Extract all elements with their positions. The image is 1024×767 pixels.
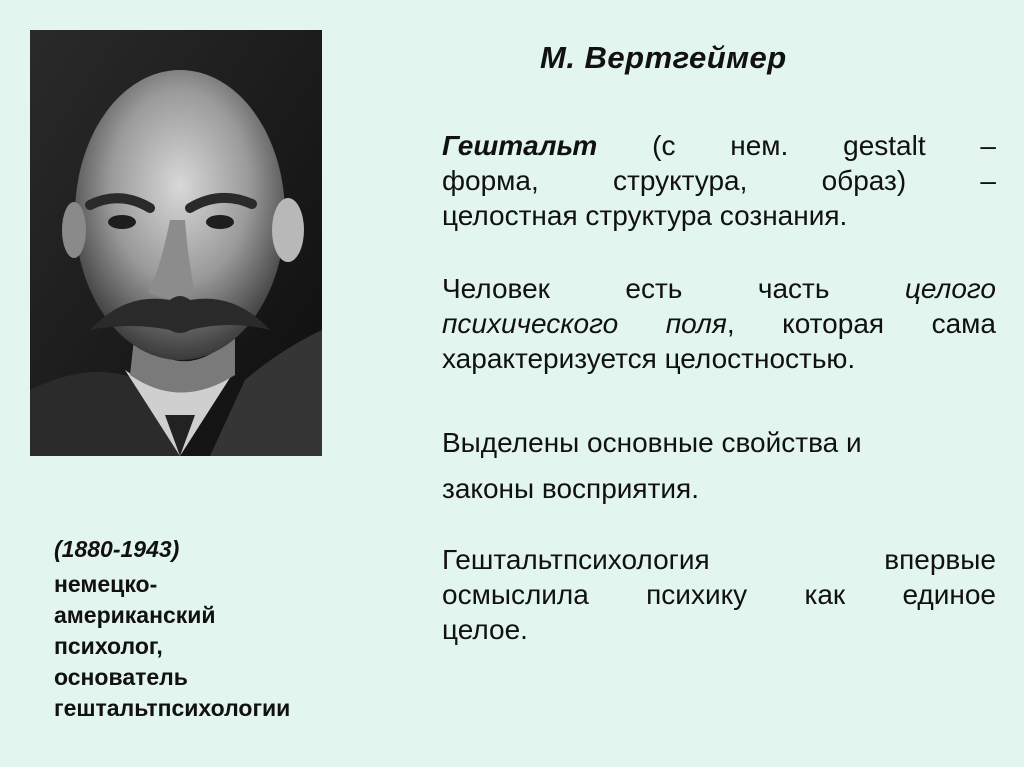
bio-line: основатель	[54, 664, 188, 690]
emphasis-text: психического поля	[442, 308, 727, 339]
paragraph-gestalt-psychology	[442, 542, 996, 647]
life-years: (1880-1943)	[54, 536, 180, 562]
text: (с нем. gestalt –	[597, 130, 996, 161]
page-title: М. Вертгеймер	[540, 40, 787, 75]
paragraph-laws	[442, 420, 996, 512]
bio-caption	[54, 534, 290, 724]
term-gestalt: Гештальт	[442, 130, 598, 161]
bio-line: немецко-	[54, 571, 158, 597]
text: Человек есть часть	[442, 273, 905, 304]
bio-line: американский	[54, 602, 216, 628]
line: характеризуется целостностью.	[442, 343, 856, 374]
bio-line: гештальтпсихологии	[54, 695, 291, 721]
line: Гештальтпсихология впервые	[442, 544, 996, 575]
line	[442, 271, 996, 306]
portrait-photo	[30, 30, 322, 456]
line: осмыслила психику как единое	[442, 579, 996, 610]
line: законы восприятия.	[442, 473, 699, 504]
paragraph-human	[442, 271, 996, 376]
line: целостная структура сознания.	[442, 200, 848, 231]
main-content	[442, 128, 996, 647]
line: форма, структура, образ) –	[442, 165, 996, 196]
line: целое.	[442, 614, 528, 645]
emphasis-text: целого	[904, 273, 996, 304]
line	[442, 306, 996, 341]
bio-line: психолог,	[54, 633, 163, 659]
text: , которая сама	[726, 308, 996, 339]
line: Выделены основные свойства и	[442, 427, 862, 458]
line	[442, 128, 996, 163]
paragraph-gestalt	[442, 128, 996, 233]
